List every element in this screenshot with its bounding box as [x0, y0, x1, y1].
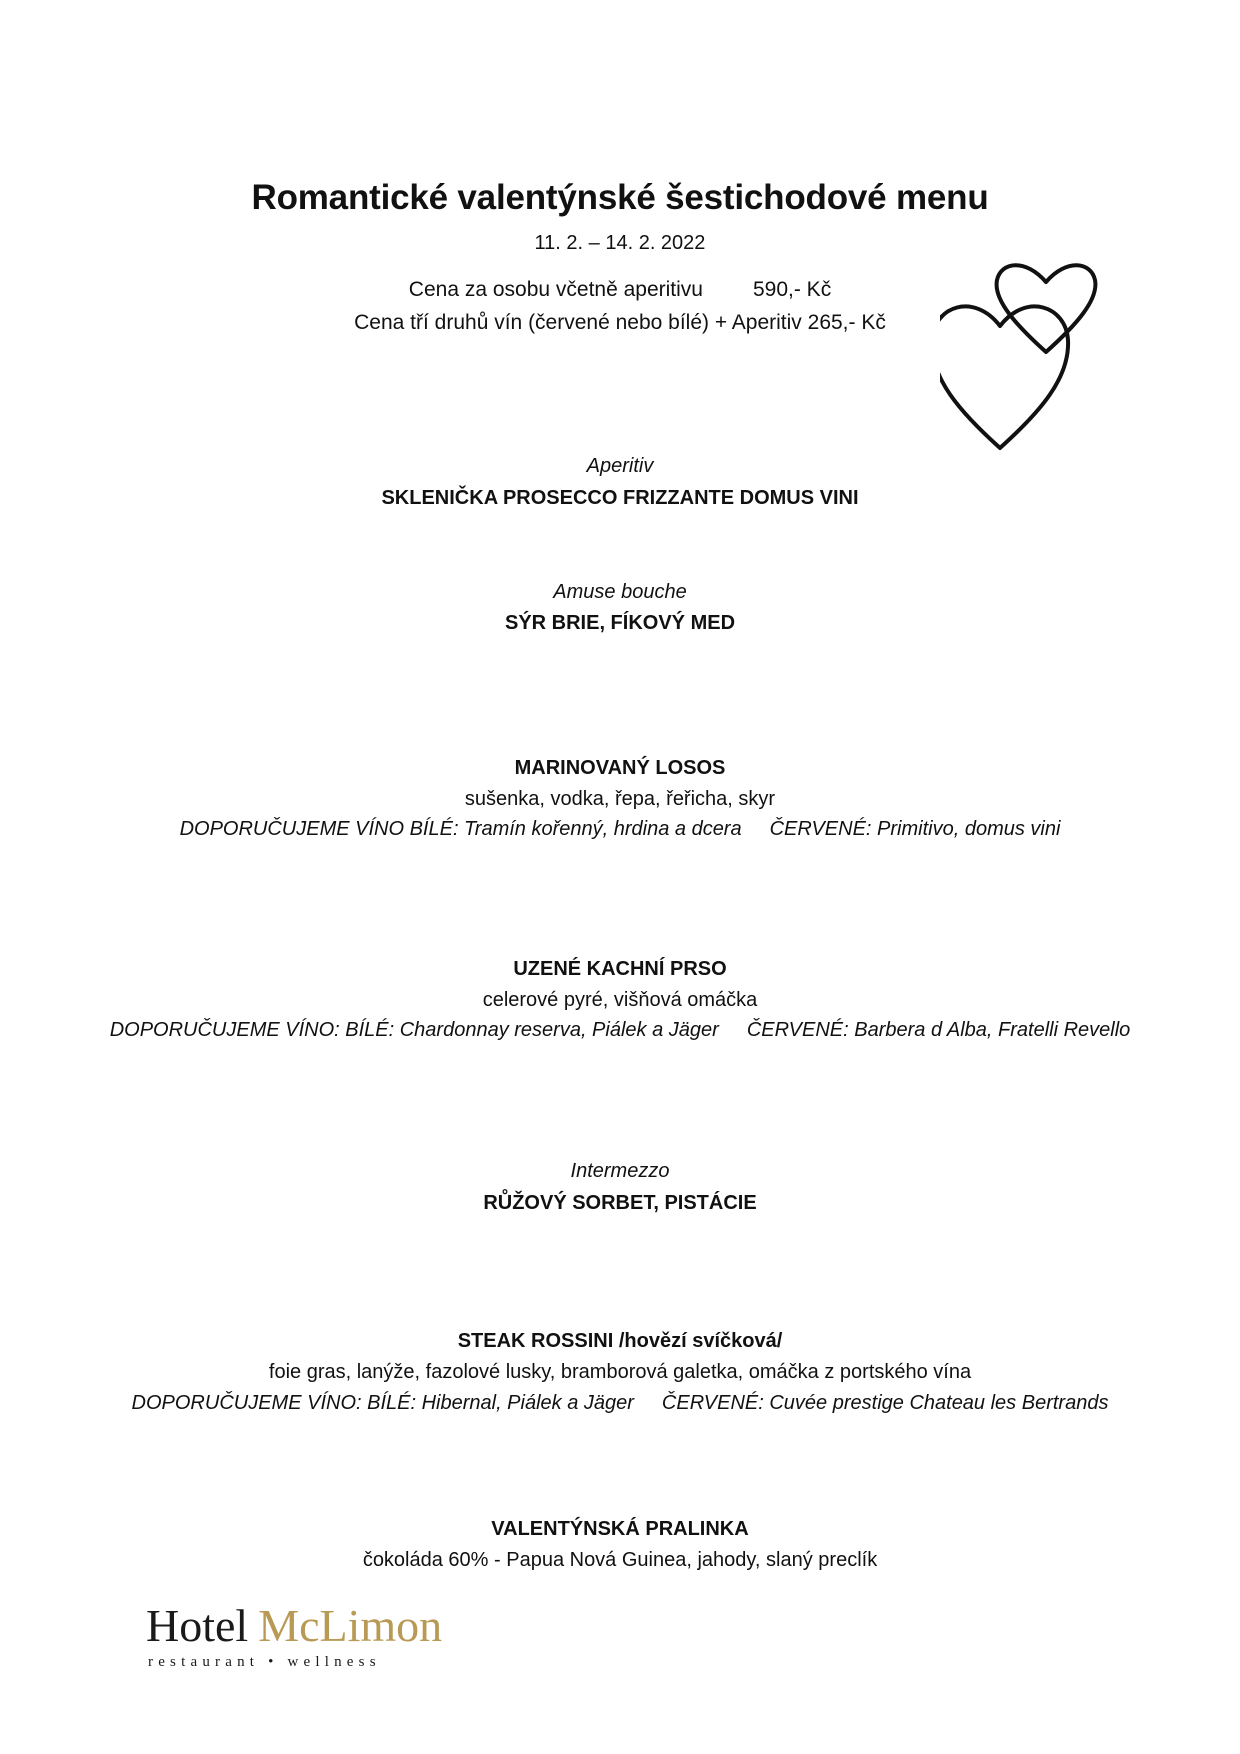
- menu-dates: 11. 2. – 14. 2. 2022: [534, 232, 706, 254]
- price-wine: Cena tří druhů vín (červené nebo bílé) + Aperitiv 265,- Kč: [354, 311, 886, 334]
- course-desc-losos: sušenka, vodka, řepa, řeřicha, skyr: [464, 788, 776, 810]
- logo-brand: McLimon: [258, 1600, 443, 1651]
- course-wine-steak: [0, 1392, 1240, 1415]
- course-dish-steak: STEAK ROSSINI /hovězí svíčková/: [457, 1330, 783, 1352]
- menu-title: Romantické valentýnské šestichodové menu: [251, 178, 989, 217]
- course-dish-pralinka: VALENTÝNSKÁ PRALINKA: [491, 1518, 749, 1540]
- wine-red: ČERVENÉ: Cuvée prestige Chateau les Bertrands: [661, 1392, 1109, 1414]
- logo-wordmark: [146, 1600, 442, 1652]
- hearts-icon: [940, 252, 1180, 462]
- wine-white: DOPORUČUJEME VÍNO: BÍLÉ: Hibernal, Piálek a Jäger: [131, 1392, 634, 1414]
- wine-red: ČERVENÉ: Barbera d Alba, Fratelli Revello: [746, 1019, 1131, 1041]
- course-label-amuse: Amuse bouche: [553, 581, 687, 603]
- course-dish-losos: MARINOVANÝ LOSOS: [514, 757, 726, 779]
- price-person-label: Cena za osobu včetně aperitivu: [408, 278, 703, 301]
- wine-white: DOPORUČUJEME VÍNO: BÍLÉ: Chardonnay reserva, Piálek a Jäger: [109, 1019, 719, 1041]
- course-desc-steak: foie gras, lanýže, fazolové lusky, bramborová galetka, omáčka z portského vína: [268, 1361, 972, 1383]
- course-dish-kachna: UZENÉ KACHNÍ PRSO: [513, 958, 727, 980]
- hotel-logo: [146, 1600, 466, 1680]
- wine-red: ČERVENÉ: Primitivo, domus vini: [769, 818, 1061, 840]
- wine-white: DOPORUČUJEME VÍNO BÍLÉ: Tramín kořenný, hrdina a dcera: [179, 818, 742, 840]
- course-dish-intermezzo: RŮŽOVÝ SORBET, PISTÁCIE: [483, 1192, 757, 1214]
- course-desc-pralinka: čokoláda 60% - Papua Nová Guinea, jahody, slaný preclík: [362, 1549, 878, 1571]
- logo-tagline: restaurant • wellness: [148, 1654, 381, 1670]
- course-dish-aperitiv: SKLENIČKA PROSECCO FRIZZANTE DOMUS VINI: [381, 487, 859, 509]
- course-label-intermezzo: Intermezzo: [570, 1160, 670, 1182]
- course-desc-kachna: celerové pyré, višňová omáčka: [482, 989, 758, 1011]
- large-heart-icon: [940, 306, 1068, 448]
- price-person-value: 590,- Kč: [752, 278, 832, 301]
- logo-hotel: Hotel: [146, 1600, 249, 1651]
- course-label-aperitiv: Aperitiv: [586, 455, 654, 477]
- course-wine-kachna: [0, 1019, 1240, 1042]
- course-wine-losos: [0, 818, 1240, 841]
- course-dish-amuse: SÝR BRIE, FÍKOVÝ MED: [504, 612, 736, 634]
